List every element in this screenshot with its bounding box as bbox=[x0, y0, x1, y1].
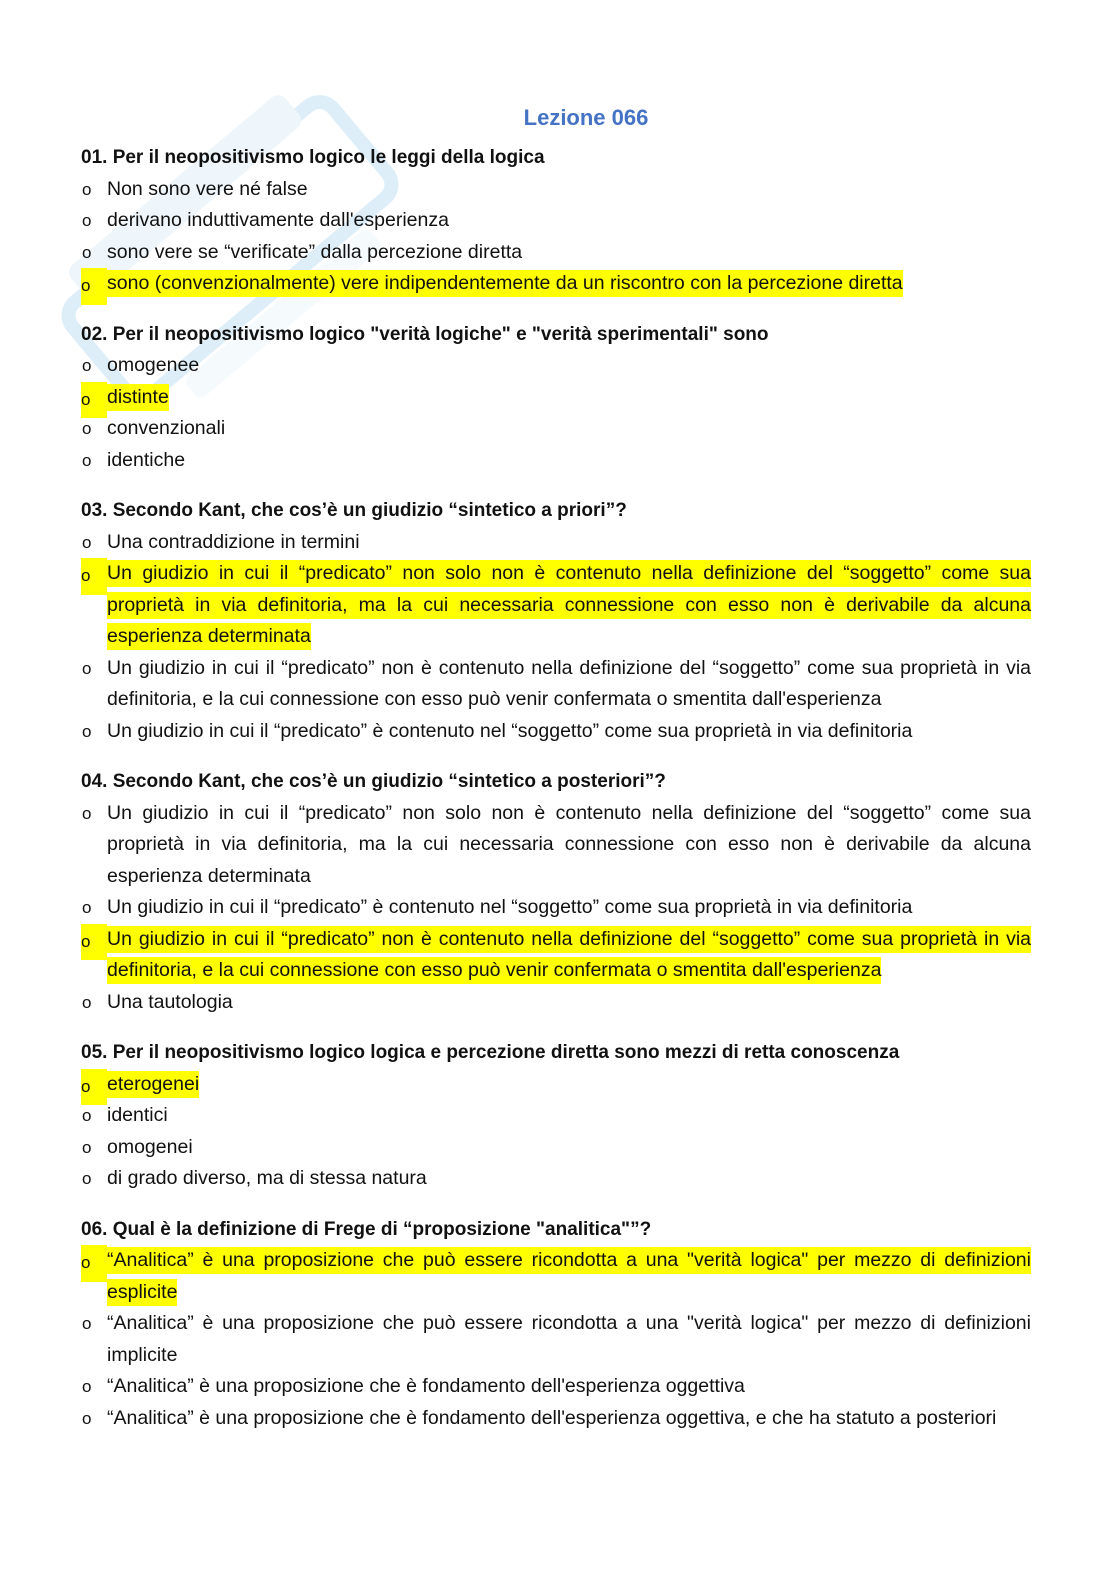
question-block bbox=[81, 766, 1031, 1018]
option-text: Un giudizio in cui il “predicato” non solo non è contenuto nella definizione del “soggetto” come sua proprietà in via definitoria, ma la cui necessaria connessione con esso non è derivabile da alcuna esperienza determinata bbox=[107, 560, 1031, 650]
question-block bbox=[81, 319, 1031, 477]
option-text: eterogenei bbox=[107, 1071, 199, 1098]
question-text: 03. Secondo Kant, che cos’è un giudizio “sintetico a priori”? bbox=[81, 500, 627, 521]
option-bullet: o bbox=[82, 356, 92, 375]
option-text: omogenei bbox=[107, 1135, 193, 1158]
lesson-title: Lezione 066 bbox=[523, 105, 649, 130]
option-text: identiche bbox=[107, 448, 186, 471]
option-bullet: o bbox=[82, 532, 92, 552]
answer-option-correct bbox=[81, 1069, 1031, 1101]
answer-option bbox=[81, 798, 1031, 893]
question-text: 04. Secondo Kant, che cos’è un giudizio “sintetico a posteriori”? bbox=[81, 771, 666, 792]
answer-option bbox=[81, 1371, 1031, 1403]
option-text: omogenee bbox=[107, 354, 200, 376]
option-bullet: o bbox=[81, 268, 107, 305]
answer-option bbox=[81, 205, 1031, 237]
question-text: 06. Qual è la definizione di Frege di “proposizione "analitica"”? bbox=[81, 1218, 652, 1240]
question-block bbox=[81, 1214, 1031, 1435]
question-block bbox=[81, 1037, 1031, 1195]
option-bullet: o bbox=[82, 721, 92, 741]
answer-option bbox=[81, 174, 1031, 206]
option-text: Un giudizio in cui il “predicato” non è contenuto nella definizione del “soggetto” come sua proprietà in via definitoria, e la cui connessione con esso può venir confermata o smentita dall'esperienza bbox=[107, 926, 1031, 985]
answer-option bbox=[81, 527, 1031, 559]
option-bullet: o bbox=[81, 1245, 107, 1282]
option-text: Una tautologia bbox=[107, 990, 233, 1013]
option-text: Un giudizio in cui il “predicato” è contenuto nel “soggetto” come sua proprietà in via definitoria bbox=[107, 719, 913, 742]
option-text: sono (convenzionalmente) vere indipendentemente da un riscontro con la percezione diretta bbox=[107, 270, 903, 297]
answer-option bbox=[81, 653, 1031, 716]
option-text: “Analitica” è una proposizione che è fondamento dell'esperienza oggettiva bbox=[107, 1375, 745, 1397]
answer-option bbox=[81, 892, 1031, 924]
option-bullet: o bbox=[82, 242, 92, 262]
answer-option bbox=[81, 350, 1031, 382]
option-bullet: o bbox=[82, 1408, 92, 1428]
question-block bbox=[81, 142, 1031, 300]
option-bullet: o bbox=[82, 211, 92, 230]
option-text: derivano induttivamente dall'esperienza bbox=[107, 209, 449, 231]
answer-option bbox=[81, 1100, 1031, 1132]
answer-option bbox=[81, 1403, 1031, 1435]
option-text: di grado diverso, ma di stessa natura bbox=[107, 1167, 427, 1189]
answer-option bbox=[81, 445, 1031, 477]
answer-option-correct bbox=[81, 924, 1031, 987]
answer-option bbox=[81, 1308, 1031, 1371]
option-text: sono vere se “verificate” dalla percezione diretta bbox=[107, 240, 523, 263]
option-text: Un giudizio in cui il “predicato” non è contenuto nella definizione del “soggetto” come sua proprietà in via definitoria, e la cui connessione con esso può venir confermata o smentita dall'esperienza bbox=[107, 656, 1031, 710]
question-text: 01. Per il neopositivismo logico le leggi della logica bbox=[81, 147, 545, 168]
option-text: “Analitica” è una proposizione che è fondamento dell'esperienza oggettiva, e che ha statuto a posteriori bbox=[107, 1406, 997, 1429]
option-text: “Analitica” è una proposizione che può essere ricondotta a una "verità logica" per mezzo di definizioni implicite bbox=[107, 1312, 1031, 1366]
option-bullet: o bbox=[81, 924, 107, 961]
option-bullet: o bbox=[82, 898, 92, 917]
option-bullet: o bbox=[82, 1314, 92, 1333]
option-bullet: o bbox=[82, 450, 92, 470]
answer-option bbox=[81, 1163, 1031, 1195]
option-bullet: o bbox=[82, 1169, 92, 1188]
option-text: Un giudizio in cui il “predicato” non solo non è contenuto nella definizione del “soggetto” come sua proprietà in via definitoria, ma la cui necessaria connessione con esso non è derivabile da alcuna esperienza determinata bbox=[107, 801, 1031, 887]
answer-option-correct bbox=[81, 1245, 1031, 1308]
option-text: “Analitica” è una proposizione che può essere ricondotta a una "verità logica" per mezzo di definizioni esplicite bbox=[107, 1247, 1031, 1306]
answer-option bbox=[81, 237, 1031, 269]
option-bullet: o bbox=[82, 992, 92, 1012]
option-bullet: o bbox=[81, 382, 107, 419]
answer-option bbox=[81, 716, 1031, 748]
question-list bbox=[81, 142, 1031, 1434]
option-bullet: o bbox=[82, 419, 92, 438]
option-bullet: o bbox=[82, 1106, 92, 1125]
answer-option-correct bbox=[81, 558, 1031, 653]
option-bullet: o bbox=[81, 1069, 107, 1106]
option-bullet: o bbox=[82, 803, 92, 823]
option-bullet: o bbox=[82, 1137, 92, 1157]
option-bullet: o bbox=[82, 658, 92, 678]
option-bullet: o bbox=[82, 1377, 92, 1396]
option-text: identici bbox=[107, 1104, 168, 1126]
question-text: 05. Per il neopositivismo logico logica e percezione diretta sono mezzi di retta conoscenza bbox=[81, 1042, 900, 1063]
question-text: 02. Per il neopositivismo logico "verità logiche" e "verità sperimentali" sono bbox=[81, 323, 769, 345]
answer-option-correct bbox=[81, 382, 1031, 414]
option-text: convenzionali bbox=[107, 417, 226, 439]
answer-option bbox=[81, 413, 1031, 445]
answer-option-correct bbox=[81, 268, 1031, 300]
answer-option bbox=[81, 1132, 1031, 1164]
option-bullet: o bbox=[81, 558, 107, 595]
question-block bbox=[81, 495, 1031, 747]
document-page bbox=[81, 100, 1031, 1453]
option-text: Un giudizio in cui il “predicato” è contenuto nel “soggetto” come sua proprietà in via definitoria bbox=[107, 896, 913, 918]
option-text: Una contraddizione in termini bbox=[107, 530, 360, 553]
option-text: distinte bbox=[107, 384, 169, 411]
answer-option bbox=[81, 987, 1031, 1019]
option-text: Non sono vere né false bbox=[107, 177, 308, 200]
option-bullet: o bbox=[82, 179, 92, 199]
